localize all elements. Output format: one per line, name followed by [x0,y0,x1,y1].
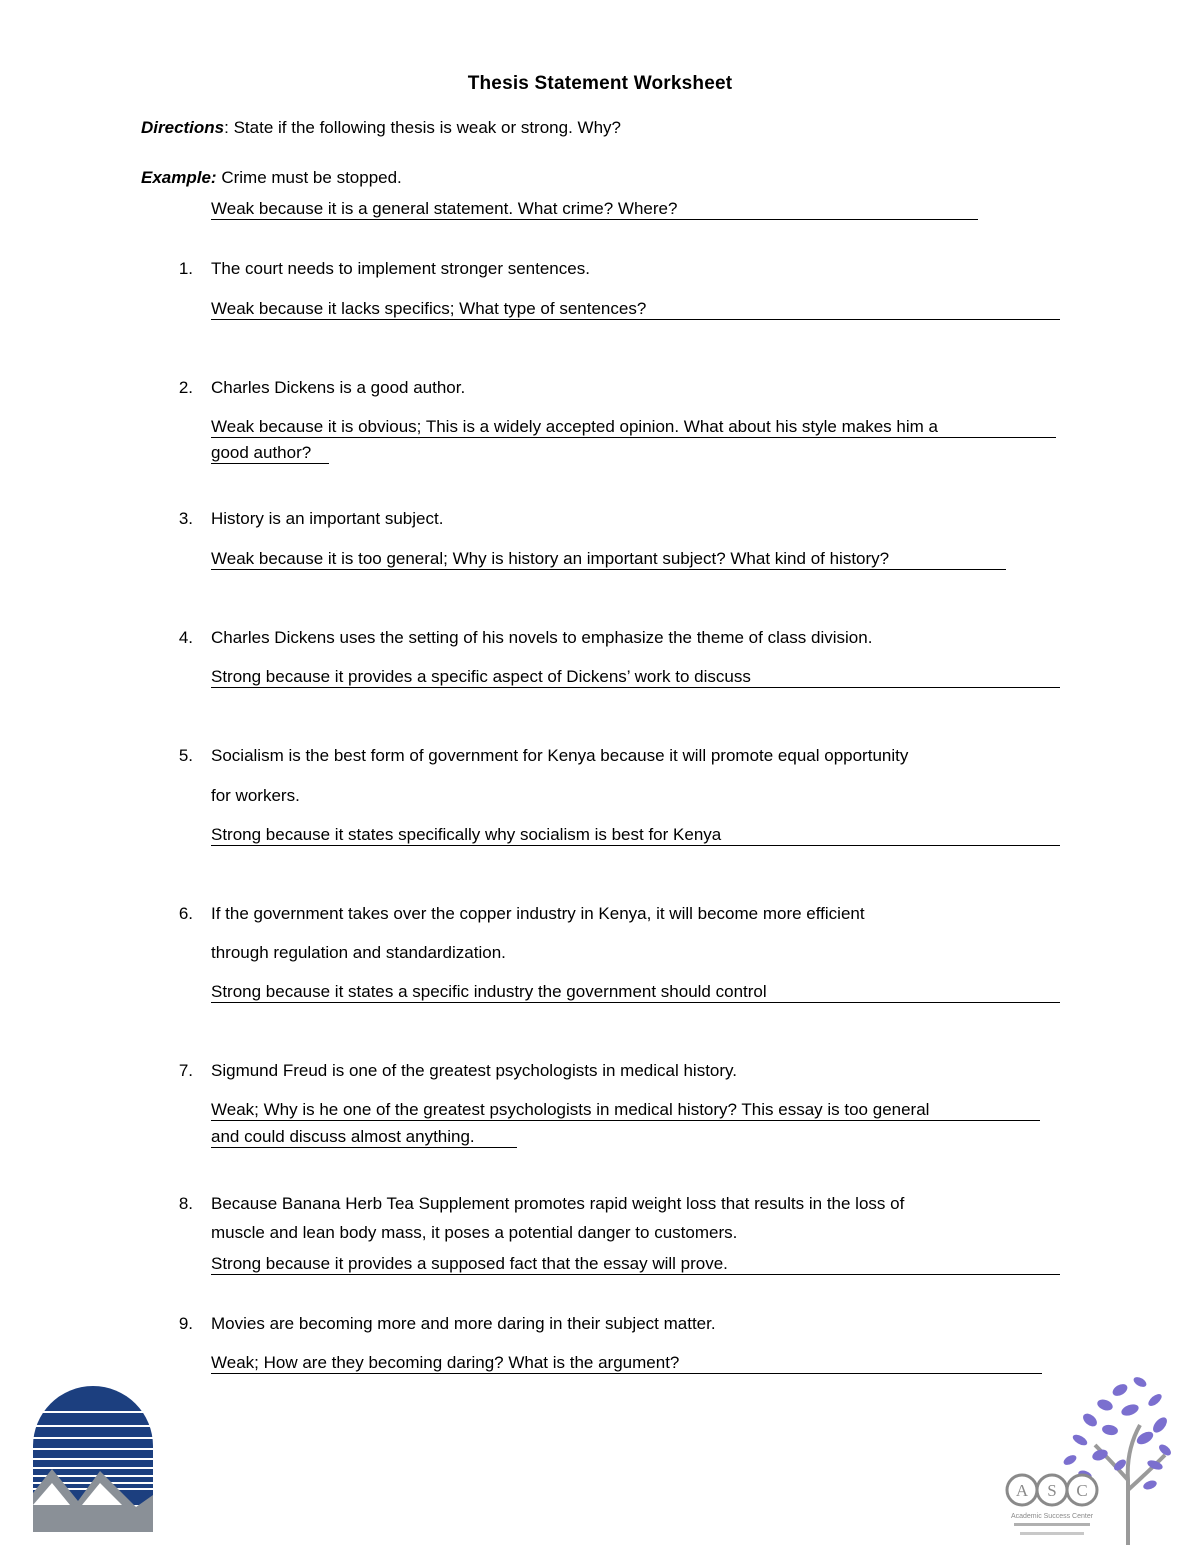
answer-rule [211,463,329,464]
directions-label: Directions [141,118,225,137]
item-answer: Weak because it is too general; Why is history an important subject? What kind of history? [211,549,890,568]
answer-rule [211,687,1060,688]
answer-rule [211,1274,1060,1275]
example-text: Crime must be stopped. [216,168,402,187]
item-number: 4. [178,628,193,647]
directions-line [141,118,621,138]
page-title: Thesis Statement Worksheet [467,73,733,94]
item-answer-continued: good author? [211,443,312,462]
item-statement-continued: muscle and lean body mass, it poses a potential danger to customers. [211,1223,738,1242]
answer-rule [211,319,1060,320]
item-statement-continued: for workers. [211,786,300,805]
item-statement: Movies are becoming more and more daring in their subject matter. [211,1314,716,1333]
item-answer: Weak because it lacks specifics; What type of sentences? [211,299,647,318]
directions-text: : State if the following thesis is weak or strong. Why? [224,118,621,137]
answer-rule [211,845,1060,846]
answer-rule [211,1147,517,1148]
item-answer-continued: and could discuss almost anything. [211,1127,475,1146]
asc-caption: Academic Success Center [1010,1513,1094,1520]
answer-rule [211,1373,1042,1374]
asc-letter: C [1076,1481,1088,1500]
item-number: 8. [178,1194,193,1213]
answer-rule [211,219,978,220]
item-statement: Because Banana Herb Tea Supplement promotes rapid weight loss that results in the loss of [211,1194,905,1213]
asc-tree-logo [1000,1370,1175,1560]
item-statement-continued: through regulation and standardization. [211,943,506,962]
item-statement: Charles Dickens is a good author. [211,378,466,397]
item-number: 5. [178,746,193,765]
answer-rule [211,1002,1060,1003]
mountain-sun-logo [30,1383,156,1538]
item-answer: Weak because it is obvious; This is a widely accepted opinion. What about his style makes him a [211,417,938,436]
answer-rule [211,569,1006,570]
item-statement: History is an important subject. [211,509,444,528]
item-answer: Strong because it states a specific industry the government should control [211,982,767,1001]
item-statement: The court needs to implement stronger sentences. [211,259,590,278]
item-number: 7. [178,1061,193,1080]
example-line [141,168,402,188]
asc-letter: A [1015,1481,1029,1500]
item-statement: Charles Dickens uses the setting of his novels to emphasize the theme of class division. [211,628,873,647]
item-number: 3. [178,509,193,528]
example-label: Example: [141,168,217,187]
item-statement: If the government takes over the copper industry in Kenya, it will become more efficient [211,904,865,923]
item-number: 1. [178,259,193,278]
item-answer: Weak; How are they becoming daring? What is the argument? [211,1353,680,1372]
item-number: 6. [178,904,193,923]
answer-rule [211,437,1056,438]
example-answer: Weak because it is a general statement. What crime? Where? [211,199,678,218]
item-number: 2. [178,378,193,397]
asc-letter: S [1047,1481,1057,1500]
item-answer: Strong because it states specifically why socialism is best for Kenya [211,825,722,844]
answer-rule [211,1120,1040,1121]
item-number: 9. [178,1314,193,1333]
item-statement: Sigmund Freud is one of the greatest psychologists in medical history. [211,1061,738,1080]
item-answer: Strong because it provides a specific aspect of Dickens’ work to discuss [211,667,751,686]
item-statement: Socialism is the best form of government for Kenya because it will promote equal opportunity [211,746,909,765]
item-answer: Strong because it provides a supposed fact that the essay will prove. [211,1254,728,1273]
item-answer: Weak; Why is he one of the greatest psychologists in medical history? This essay is too general [211,1100,930,1119]
